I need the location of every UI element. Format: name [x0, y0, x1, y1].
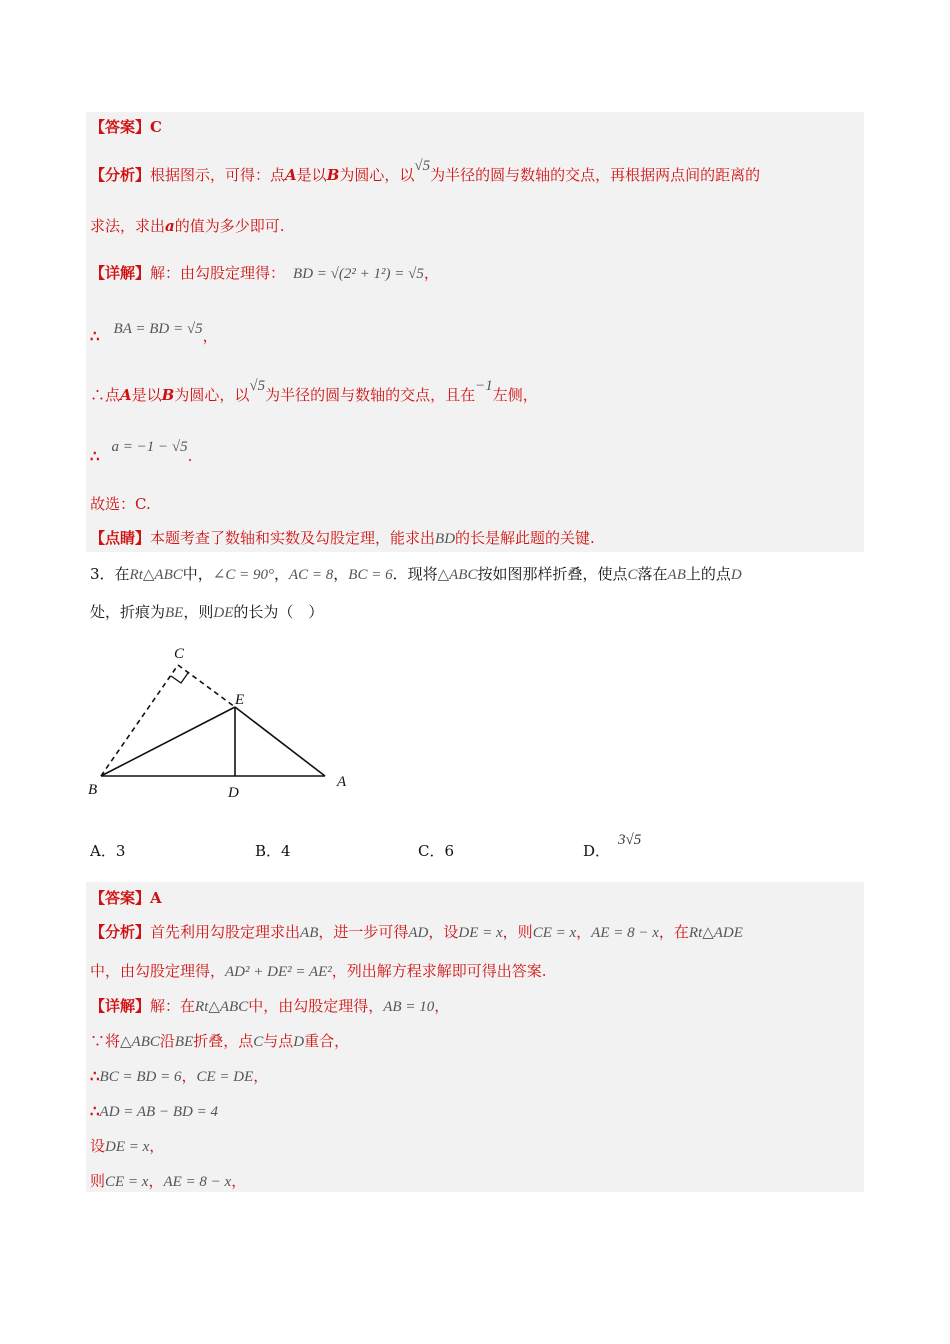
q3-analysis-line2	[90, 961, 547, 982]
var-a: A	[120, 386, 132, 404]
de-formula: DE = x	[105, 1139, 150, 1155]
text: 为圆心，以	[174, 386, 250, 404]
text: 中，由勾股定理得，	[248, 997, 384, 1015]
text: 3．在	[90, 565, 130, 583]
sqrt5-formula: √5	[414, 158, 431, 174]
text: 中，由勾股定理得，	[90, 962, 226, 980]
text: ，	[253, 1067, 269, 1085]
q2-analysis-line1	[90, 158, 761, 186]
option-c-label: C．6	[418, 842, 455, 860]
therefore-symbol: ∴	[90, 327, 100, 345]
text: ，	[273, 565, 289, 583]
option-b-label: B．4	[255, 842, 291, 860]
q3-stem-line1	[90, 564, 742, 585]
text: 与点	[263, 1032, 294, 1050]
text: ，	[148, 1172, 164, 1190]
text: ，	[202, 327, 218, 345]
q2-conclusion	[90, 494, 151, 514]
rt-ade: Rt△ADE	[688, 925, 743, 941]
text: 是以	[131, 386, 162, 404]
text: ，列出解方程求解即可得出答案.	[331, 962, 547, 980]
q3-analysis-line1	[90, 922, 743, 943]
ad-formula: AD = AB − BD = 4	[99, 1104, 218, 1120]
segment-de: DE	[213, 605, 234, 621]
text: ，在	[658, 923, 689, 941]
q3-stem-line2	[90, 602, 323, 623]
segment-be: BE	[174, 1034, 194, 1050]
segment-be	[101, 707, 235, 776]
option-d-label: D．	[583, 842, 611, 860]
var-b: B	[161, 386, 175, 404]
option-a-label: A．3	[90, 842, 126, 860]
text: 本题考查了数轴和实数及勾股定理，能求出	[150, 529, 436, 547]
var-b: B	[326, 166, 340, 184]
text: ，	[333, 565, 349, 583]
text: 的长是解此题的关键.	[455, 529, 595, 547]
text: 则	[90, 1172, 106, 1190]
segment-ab: AB	[667, 567, 686, 583]
label-a: A	[337, 774, 347, 790]
ae-formula: AE = 8 − x	[163, 1174, 232, 1190]
ce-formula: CE = x	[105, 1174, 149, 1190]
text: 为半径的圆与数轴的交点，且在	[265, 386, 476, 404]
neg1-formula: −1	[475, 378, 493, 394]
q3-step5	[90, 1171, 246, 1192]
text: 的值为多少即可.	[174, 217, 285, 235]
right-angle-mark	[171, 673, 188, 683]
text: ，则	[502, 923, 533, 941]
q2-step2	[90, 378, 538, 406]
label-d: D	[228, 785, 239, 801]
angle-c: ∠C = 90°	[212, 567, 274, 583]
q3-step4	[90, 1136, 164, 1157]
q2-analysis-line2	[90, 216, 285, 236]
text: 为圆心，以	[339, 166, 415, 184]
text: ，	[576, 923, 592, 941]
q3-step2	[90, 1066, 268, 1087]
bd-formula: BD = √(2² + 1²) = √5	[293, 266, 424, 282]
q3-answer	[90, 888, 162, 908]
segment-be: BE	[165, 605, 184, 621]
comment-label: 【点睛】	[90, 529, 151, 547]
text: .	[187, 447, 193, 465]
ba-formula: BA = BD = √5	[113, 321, 203, 337]
point-c: C	[253, 1034, 264, 1050]
text: 折叠，点	[193, 1032, 254, 1050]
ab-formula: AB = 10	[383, 999, 435, 1015]
option-c[interactable]	[418, 840, 454, 861]
option-a[interactable]	[90, 840, 125, 861]
q2-step3	[90, 436, 193, 465]
text: ，	[149, 1137, 165, 1155]
text: 重合，	[304, 1032, 350, 1050]
rt-abc: Rt△ABC	[195, 999, 249, 1015]
text: 落在	[637, 565, 668, 583]
point-d: D	[730, 567, 742, 583]
label-b: B	[88, 782, 98, 798]
text: 设	[90, 1137, 106, 1155]
ce-formula: CE = x	[532, 925, 577, 941]
therefore-symbol: ∴	[90, 447, 100, 465]
segment-ab: AB	[300, 925, 319, 941]
option-d-value: 3√5	[618, 832, 642, 848]
segment-ce-dashed	[178, 665, 235, 707]
text: ，	[434, 997, 450, 1015]
point-c: C	[627, 567, 638, 583]
label-c: C	[174, 646, 185, 662]
q2-detail-line	[90, 263, 439, 284]
q2-comment	[90, 528, 595, 549]
a-formula: a = −1 − √5	[111, 439, 188, 455]
rt-triangle: Rt△ABC	[129, 567, 183, 583]
q2-answer	[90, 117, 162, 137]
text: 解：由勾股定理得：	[150, 264, 286, 282]
answer-text: 【答案】A	[90, 889, 162, 907]
analysis-label: 【分析】	[90, 923, 151, 941]
text: 的长为（ ）	[233, 603, 324, 621]
text: 首先利用勾股定理求出	[150, 923, 301, 941]
text: 左侧，	[492, 386, 538, 404]
text: ，设	[428, 923, 459, 941]
ce-de-formula: CE = DE	[196, 1069, 254, 1085]
option-d[interactable]	[583, 832, 642, 861]
text: ∵将	[90, 1032, 121, 1050]
text: 为半径的圆与数轴的交点，再根据两点间的距离的	[430, 166, 761, 184]
segment-ad: AD	[408, 925, 429, 941]
text: 上的点	[685, 565, 731, 583]
q3-step3	[90, 1101, 218, 1122]
therefore-symbol: ∴	[90, 1102, 100, 1120]
text: 处，折痕为	[90, 603, 166, 621]
text: ，	[181, 1067, 197, 1085]
text: 求法，求出	[90, 217, 166, 235]
ae-formula: AE = 8 − x	[591, 925, 659, 941]
sqrt5-formula: √5	[249, 378, 266, 394]
analysis-label: 【分析】	[90, 166, 151, 184]
text: ∴点	[90, 386, 121, 404]
detail-label: 【详解】	[90, 997, 151, 1015]
q3-detail-line	[90, 996, 449, 1017]
text: 根据图示，可得：点	[150, 166, 286, 184]
bd-var: BD	[435, 531, 456, 547]
bc-value: BC = 6	[348, 567, 393, 583]
triangle: △ABC	[120, 1034, 160, 1050]
triangle-figure	[80, 640, 370, 810]
text: 沿	[159, 1032, 175, 1050]
text: ，则	[183, 603, 214, 621]
segment-ea	[235, 707, 325, 776]
detail-label: 【详解】	[90, 264, 151, 282]
conclusion-text: 故选：C.	[90, 495, 151, 513]
ac-value: AC = 8	[288, 567, 334, 583]
q2-step1	[90, 318, 218, 345]
text: ．现将	[392, 565, 438, 583]
answer-text: 【答案】C	[90, 118, 162, 136]
bc-bd-formula: BC = BD = 6	[99, 1069, 182, 1085]
segment-bc-dashed	[101, 665, 178, 776]
therefore-symbol: ∴	[90, 1067, 100, 1085]
text: 解：在	[150, 997, 196, 1015]
var-a-lower: a	[165, 217, 175, 235]
label-e: E	[235, 692, 245, 708]
point-d: D	[293, 1034, 305, 1050]
text: ，	[231, 1172, 247, 1190]
triangle: △ABC	[437, 567, 478, 583]
de-formula: DE = x	[458, 925, 503, 941]
pythagoras-eq: AD² + DE² = AE²	[225, 964, 332, 980]
text: 是以	[296, 166, 327, 184]
var-a: A	[285, 166, 297, 184]
option-b[interactable]	[255, 840, 291, 861]
text: 中，	[182, 565, 213, 583]
text: ，进一步可得	[318, 923, 409, 941]
text: ，	[423, 264, 439, 282]
text: 按如图那样折叠，使点	[477, 565, 628, 583]
q3-step1	[90, 1031, 349, 1052]
